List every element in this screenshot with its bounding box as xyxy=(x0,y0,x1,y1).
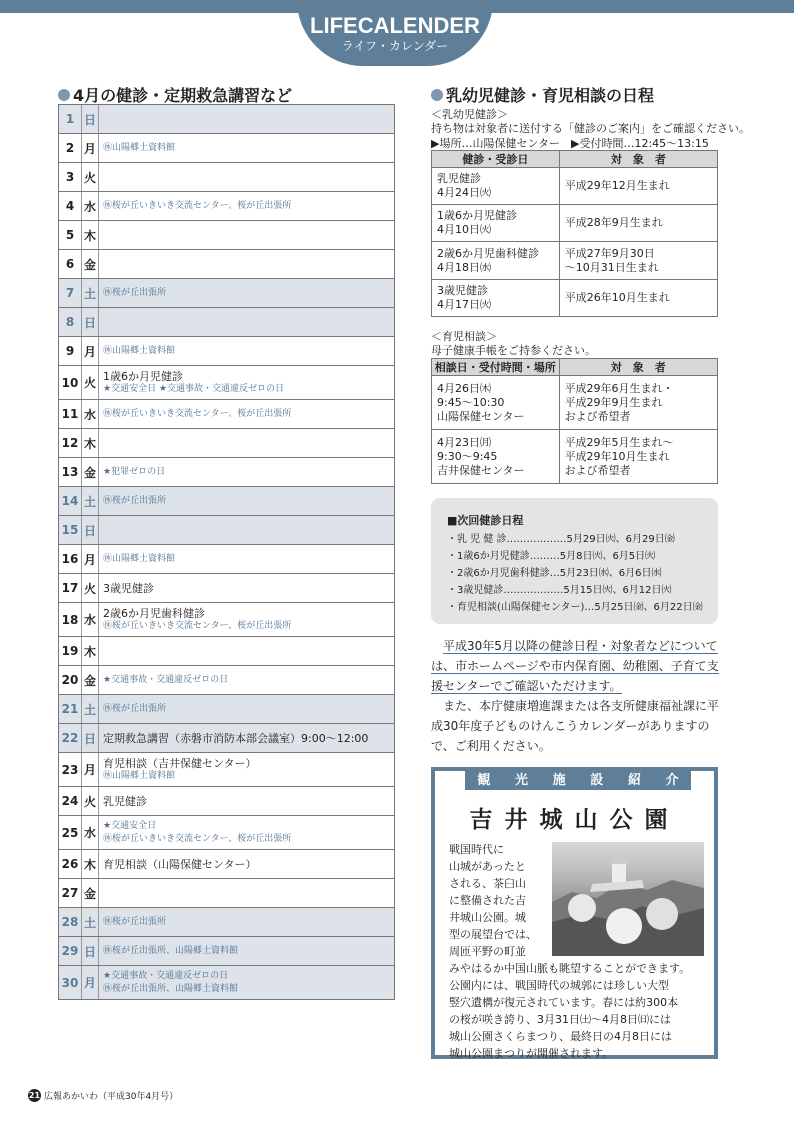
consult-date: 4月23日㈪ xyxy=(437,435,491,449)
weekday: 日 xyxy=(82,516,99,544)
description-line: 竪穴遺構が復元されています。春には約300本 xyxy=(449,996,679,1009)
weekday: 月 xyxy=(82,134,99,162)
calendar-row xyxy=(59,279,394,308)
day-events xyxy=(99,429,394,457)
day-number: 15 xyxy=(59,516,82,544)
day-number: 1 xyxy=(59,105,82,133)
calendar-row xyxy=(59,879,394,908)
weekday: 水 xyxy=(82,816,99,849)
weekday: 月 xyxy=(82,337,99,365)
day-events xyxy=(99,574,394,602)
day-number: 2 xyxy=(59,134,82,162)
weekday: 土 xyxy=(82,695,99,723)
day-number: 9 xyxy=(59,337,82,365)
description-line: 井城山公園。城 xyxy=(449,911,526,924)
weekday: 金 xyxy=(82,458,99,486)
checkup-place-time: ▶場所…山陽保健センター ▶受付時間…12:45～13:15 xyxy=(431,137,709,150)
exam-name: 乳児健診 xyxy=(437,172,481,185)
notice-paragraph-1: 平成30年5月以降の健診日程・対象者などについては、市ホームページや市内保育園、幼稚園、子育て支援センターでご確認いただけます。 xyxy=(431,639,719,693)
weekday: 土 xyxy=(82,279,99,307)
event-text: ㊡桜が丘出張所 xyxy=(103,916,167,927)
weekday: 木 xyxy=(82,850,99,878)
col-header: 相談日・受付時間・場所 xyxy=(432,359,560,376)
calendar-row xyxy=(59,545,394,574)
day-number: 7 xyxy=(59,279,82,307)
calendar-row xyxy=(59,250,394,279)
event-text: ㊡桜が丘出張所、山陽郷土資料館 xyxy=(103,945,239,956)
calendar-heading xyxy=(58,83,292,106)
event-text: 育児相談（山陽保健センター） xyxy=(103,857,257,871)
next-schedule-item: ・乳 児 健 診………………5月29日㈫、6月29日㈮ xyxy=(447,534,675,545)
target: および希望者 xyxy=(564,409,631,423)
bullet-icon xyxy=(431,89,443,101)
weekday: 日 xyxy=(82,308,99,336)
weekday: 火 xyxy=(82,366,99,399)
target: 平成28年9月生まれ xyxy=(564,216,663,229)
event-text: ㊡桜が丘出張所、山陽郷土資料館 xyxy=(103,983,239,994)
day-number: 4 xyxy=(59,192,82,220)
exam-date: 4月18日㈬ xyxy=(437,260,491,274)
calendar-row xyxy=(59,366,394,400)
col-header: 健診・受診日 xyxy=(432,151,560,168)
event-text: ★交通安全日 xyxy=(103,820,157,831)
description-line: みやはるか中国山脈も眺望することができます。 xyxy=(449,962,691,975)
day-number: 22 xyxy=(59,724,82,752)
checkup-note: 持ち物は対象者に送付する「健診のご案内」をご確認ください。 xyxy=(431,122,750,135)
event-text: ㊡桜が丘いきいき交流センター、桜が丘出張所 xyxy=(103,200,292,211)
ribbon-char: 施 xyxy=(552,773,566,788)
checkup-heading xyxy=(431,83,654,106)
tourism-description xyxy=(449,841,711,1062)
calendar-row xyxy=(59,753,394,787)
next-schedule-title: ■次回健診日程 xyxy=(447,514,524,527)
calendar-row xyxy=(59,221,394,250)
weekday: 木 xyxy=(82,221,99,249)
event-text: ㊡桜が丘いきいき交流センター、桜が丘出張所 xyxy=(103,620,292,631)
weekday: 月 xyxy=(82,753,99,786)
day-events xyxy=(99,908,394,936)
event-text: 2歳6か月児歯科健診 xyxy=(103,606,205,620)
event-text: ㊡桜が丘いきいき交流センター、桜が丘出張所 xyxy=(103,833,292,844)
description-line: の桜が咲き誇り、3月31日㈯～4月8日㈰には xyxy=(449,1013,671,1026)
footer-text: 広報あかいわ（平成30年4月号） xyxy=(44,1092,179,1102)
weekday: 金 xyxy=(82,879,99,907)
calendar-row xyxy=(59,105,394,134)
col-header: 対 象 者 xyxy=(559,151,717,168)
day-number: 18 xyxy=(59,603,82,636)
day-number: 12 xyxy=(59,429,82,457)
tourism-box xyxy=(431,767,718,1059)
day-number: 23 xyxy=(59,753,82,786)
table-row xyxy=(432,242,718,280)
day-events xyxy=(99,516,394,544)
table-row xyxy=(432,376,718,430)
weekday: 日 xyxy=(82,937,99,965)
target: 平成29年10月生まれ xyxy=(564,449,670,463)
calendar-row xyxy=(59,666,394,695)
ribbon-char: 紹 xyxy=(627,773,641,788)
day-events xyxy=(99,966,394,999)
exam-name: 2歳6か月児歯科健診 xyxy=(437,246,539,260)
ribbon-char: 介 xyxy=(665,773,679,788)
day-events xyxy=(99,850,394,878)
consult-table xyxy=(431,358,718,484)
day-events xyxy=(99,250,394,278)
description-line: 城山公園まつりが開催されます。 xyxy=(449,1047,614,1060)
day-events xyxy=(99,666,394,694)
calendar-row xyxy=(59,487,394,516)
day-events xyxy=(99,134,394,162)
day-number: 10 xyxy=(59,366,82,399)
tourism-title: 吉井城山公園 xyxy=(469,807,680,833)
description-line: 周匝平野の町並 xyxy=(449,945,526,958)
description-line: 山城があったと xyxy=(449,860,526,873)
weekday: 金 xyxy=(82,666,99,694)
weekday: 木 xyxy=(82,637,99,665)
day-number: 21 xyxy=(59,695,82,723)
calendar-row xyxy=(59,192,394,221)
day-events xyxy=(99,279,394,307)
day-events xyxy=(99,308,394,336)
consult-label: ＜育児相談＞ xyxy=(431,330,497,343)
next-schedule-item: ・2歳6か月児歯科健診…5月23日㈬、6月6日㈬ xyxy=(447,568,662,579)
description-line: 戦国時代に xyxy=(449,843,504,856)
event-text: 1歳6か月児健診 xyxy=(103,369,183,383)
calendar-row xyxy=(59,816,394,850)
day-events xyxy=(99,603,394,636)
description-line: 城山公園さくらまつり、最終日の4月8日には xyxy=(449,1030,672,1043)
day-number: 13 xyxy=(59,458,82,486)
weekday: 土 xyxy=(82,487,99,515)
target: 平成29年6月生まれ・ xyxy=(564,381,674,395)
event-text: ㊡桜が丘いきいき交流センター、桜が丘出張所 xyxy=(103,408,292,419)
day-number: 28 xyxy=(59,908,82,936)
ribbon-char: 光 xyxy=(514,773,528,788)
day-number: 19 xyxy=(59,637,82,665)
day-number: 25 xyxy=(59,816,82,849)
day-number: 17 xyxy=(59,574,82,602)
bullet-icon xyxy=(58,89,70,101)
day-events xyxy=(99,337,394,365)
weekday: 水 xyxy=(82,603,99,636)
day-events xyxy=(99,937,394,965)
target: 平成29年5月生まれ～ xyxy=(564,435,674,449)
calendar-row xyxy=(59,724,394,753)
table-row xyxy=(432,280,718,317)
day-number: 30 xyxy=(59,966,82,999)
calendar-row xyxy=(59,574,394,603)
consult-note: 母子健康手帳をご持参ください。 xyxy=(431,344,596,357)
event-text: ★交通安全日 ★交通事故・交通違反ゼロの日 xyxy=(103,383,284,394)
event-text: ★交通事故・交通違反ゼロの日 xyxy=(103,970,229,981)
calendar-row xyxy=(59,337,394,366)
exam-name: 1歳6か月児健診 xyxy=(437,209,517,222)
target: ～10月31日生まれ xyxy=(564,260,659,274)
footer xyxy=(28,1089,178,1102)
day-events xyxy=(99,816,394,849)
weekday: 金 xyxy=(82,250,99,278)
day-number: 24 xyxy=(59,787,82,815)
weekday: 月 xyxy=(82,966,99,999)
calendar-row xyxy=(59,134,394,163)
col-header: 対 象 者 xyxy=(559,359,717,376)
weekday: 火 xyxy=(82,787,99,815)
next-schedule-item: ・1歳6か月児健診………5月8日㈫、6月5日㈫ xyxy=(447,551,656,562)
table-row xyxy=(432,168,718,205)
checkup-table xyxy=(431,150,718,317)
day-number: 11 xyxy=(59,400,82,428)
day-events xyxy=(99,366,394,399)
target: 平成26年10月生まれ xyxy=(564,291,670,304)
header-subtitle: ライフ・カレンダー xyxy=(341,39,449,53)
weekday: 火 xyxy=(82,163,99,191)
consult-date: 4月26日㈭ xyxy=(437,381,491,395)
header-title: LIFECALENDER xyxy=(310,13,480,38)
day-events xyxy=(99,400,394,428)
event-text: ㊡桜が丘出張所 xyxy=(103,703,167,714)
next-schedule-item: ・3歳児健診………………5月15日㈫、6月12日㈫ xyxy=(447,585,672,596)
calendar-row xyxy=(59,787,394,816)
description-line: 公園内には、戦国時代の城郭には珍しい大型 xyxy=(449,979,669,992)
day-number: 6 xyxy=(59,250,82,278)
target: 平成27年9月30日 xyxy=(564,246,655,260)
day-events xyxy=(99,724,394,752)
weekday: 水 xyxy=(82,192,99,220)
calendar-row xyxy=(59,400,394,429)
day-number: 29 xyxy=(59,937,82,965)
event-text: 3歳児健診 xyxy=(103,581,154,595)
event-text: ㊡山陽郷土資料館 xyxy=(103,553,176,564)
day-number: 20 xyxy=(59,666,82,694)
target: および希望者 xyxy=(564,463,631,477)
calendar-table xyxy=(58,104,395,1000)
consult-time: 9:30～9:45 xyxy=(437,449,498,463)
event-text: ㊡山陽郷土資料館 xyxy=(103,345,176,356)
header-tab xyxy=(297,0,493,66)
weekday: 日 xyxy=(82,724,99,752)
weekday: 土 xyxy=(82,908,99,936)
page-number: 21 xyxy=(28,1091,41,1100)
day-events xyxy=(99,879,394,907)
next-schedule-item: ・育児相談(山陽保健センター)…5月25日㈮、6月22日㈮ xyxy=(447,602,703,613)
weekday: 火 xyxy=(82,574,99,602)
calendar-row xyxy=(59,637,394,666)
event-text: 育児相談（吉井保健センター） xyxy=(103,756,257,770)
exam-date: 4月17日㈫ xyxy=(437,298,491,311)
consult-time: 9:45～10:30 xyxy=(437,395,505,409)
notice-paragraph-2: また、本庁健康増進課または各支所健康福祉課に平成30年度子どものけんこうカレンダーがありますので、ご利用ください。 xyxy=(431,699,720,753)
day-number: 5 xyxy=(59,221,82,249)
event-text: ㊡桜が丘出張所 xyxy=(103,287,167,298)
day-events xyxy=(99,163,394,191)
calendar-row xyxy=(59,937,394,966)
day-events xyxy=(99,787,394,815)
event-text: ㊡桜が丘出張所 xyxy=(103,495,167,506)
exam-date: 4月10日㈫ xyxy=(437,223,491,236)
day-number: 3 xyxy=(59,163,82,191)
description-line: 型の展望台では、 xyxy=(449,928,537,941)
calendar-row xyxy=(59,850,394,879)
consult-place: 山陽保健センター xyxy=(437,409,525,423)
calendar-row xyxy=(59,966,394,1000)
ribbon-char: 設 xyxy=(590,773,604,788)
event-text: ★交通事故・交通違反ゼロの日 xyxy=(103,674,229,685)
target: 平成29年9月生まれ xyxy=(564,395,663,409)
day-number: 26 xyxy=(59,850,82,878)
checkup-title: 乳幼児健診・育児相談の日程 xyxy=(446,86,655,105)
calendar-row xyxy=(59,908,394,937)
day-events xyxy=(99,192,394,220)
target: 平成29年12月生まれ xyxy=(564,179,670,192)
calendar-row xyxy=(59,516,394,545)
day-number: 16 xyxy=(59,545,82,573)
tourism-ribbon xyxy=(465,767,691,790)
description-line: される、茶臼山 xyxy=(449,877,526,890)
calendar-row xyxy=(59,458,394,487)
day-events xyxy=(99,695,394,723)
weekday: 水 xyxy=(82,400,99,428)
exam-date: 4月24日㈫ xyxy=(437,186,491,199)
day-events xyxy=(99,487,394,515)
day-events xyxy=(99,637,394,665)
day-number: 27 xyxy=(59,879,82,907)
description-line: に整備された吉 xyxy=(449,894,526,907)
calendar-row xyxy=(59,603,394,637)
day-number: 14 xyxy=(59,487,82,515)
event-text: 乳児健診 xyxy=(103,794,147,808)
day-events xyxy=(99,221,394,249)
calendar-row xyxy=(59,308,394,337)
calendar-row xyxy=(59,163,394,192)
calendar-row xyxy=(59,429,394,458)
day-events xyxy=(99,753,394,786)
event-text: ㊡山陽郷土資料館 xyxy=(103,770,176,781)
day-events xyxy=(99,105,394,133)
consult-place: 吉井保健センター xyxy=(437,463,525,477)
day-events xyxy=(99,458,394,486)
event-text: 定期救急講習（赤磐市消防本部会議室）9:00～12:00 xyxy=(103,731,369,745)
day-number: 8 xyxy=(59,308,82,336)
table-row xyxy=(432,205,718,242)
checkup-label: ＜乳幼児健診＞ xyxy=(431,108,508,121)
weekday: 月 xyxy=(82,545,99,573)
next-schedule-box xyxy=(431,498,718,624)
weekday: 日 xyxy=(82,105,99,133)
weekday: 木 xyxy=(82,429,99,457)
calendar-row xyxy=(59,695,394,724)
event-text: ★犯罪ゼロの日 xyxy=(103,466,166,477)
table-row xyxy=(432,430,718,484)
day-events xyxy=(99,545,394,573)
event-text: ㊡山陽郷土資料館 xyxy=(103,142,176,153)
calendar-title: 4月の健診・定期救急講習など xyxy=(73,86,293,105)
notice-text xyxy=(431,636,721,756)
ribbon-char: 観 xyxy=(477,773,491,788)
exam-name: 3歳児健診 xyxy=(437,284,488,297)
